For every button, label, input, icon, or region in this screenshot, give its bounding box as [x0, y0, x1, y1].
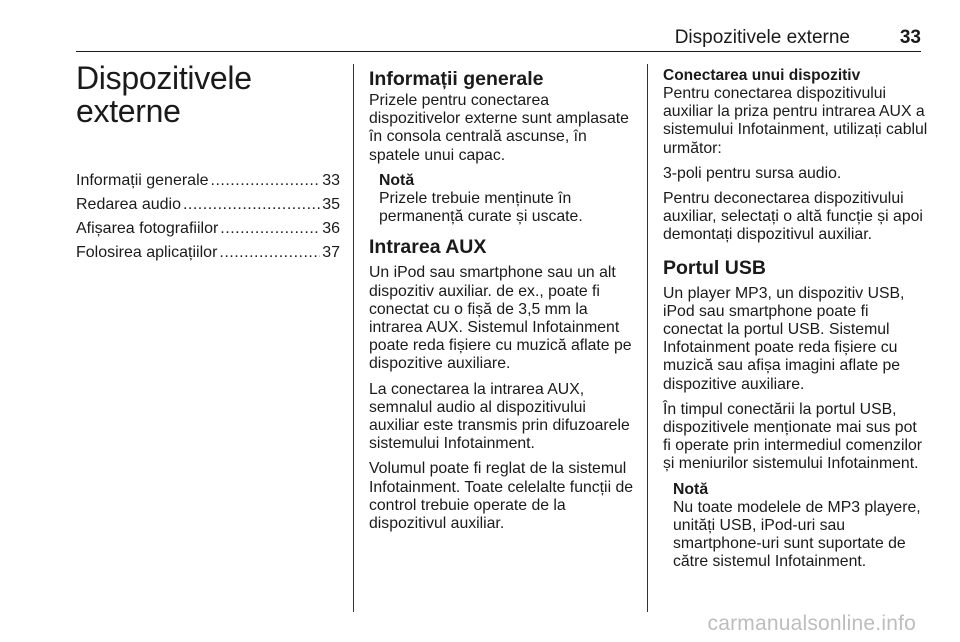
intro-paragraph: Prizele pentru conectarea dispozitivelor externe sunt amplasate în consola centrală ascunse, în spatele unui capac.: [369, 92, 629, 164]
toc-leader-dots: [220, 217, 320, 241]
toc-entry-label: Folosirea aplicațiilor: [76, 244, 218, 261]
connect-paragraph-3: Pentru deconectarea dispozitivului auxiliar, selectați o altă funcție și apoi demontați dispozitivul auxiliar.: [663, 190, 923, 244]
toc-leader-dots: [211, 169, 321, 193]
aux-paragraph-2: La conectarea la intrarea AUX, semnalul audio al dispozitivului auxiliar este transmis prin difuzoarele sistemului Infotainment.: [369, 380, 630, 453]
middle-column: [369, 66, 637, 540]
right-column: [663, 66, 928, 579]
toc-entry-label: Afișarea fotografiilor: [76, 220, 219, 237]
toc-entry-page: 37: [322, 244, 340, 261]
section-heading-portul-usb: Portul USB: [663, 256, 766, 279]
running-header-title: Dispozitivele externe: [674, 27, 850, 48]
toc-entry-folosirea-aplicatiilor[interactable]: [76, 241, 340, 265]
connect-paragraph-2: 3-poli pentru sursa audio.: [663, 164, 842, 182]
subheading-conectarea-unui-dispozitiv: Conectarea unui dispozitiv: [663, 67, 861, 84]
usb-paragraph-1: Un player MP3, un dispozitiv USB, iPod sau smartphone poate fi conectat la portul USB. Sistemul Infotainment poate reda fișiere cu muzică sau afișa imagini aflate pe dispozitive auxiliare.: [663, 284, 905, 393]
toc-leader-dots: [219, 241, 320, 265]
chapter-title-line2: externe: [76, 93, 181, 129]
toc-entry-redarea-audio[interactable]: [76, 193, 340, 217]
section-heading-intrarea-aux: Intrarea AUX: [369, 236, 487, 259]
toc-entry-label: Informații generale: [76, 172, 209, 189]
toc-entry-page: 35: [322, 196, 340, 213]
chapter-title-line1: Dispozitivele: [76, 60, 252, 96]
watermark: carmanualsonline.info: [707, 612, 916, 635]
header-rule: [76, 51, 921, 52]
column-divider-left: [353, 64, 354, 612]
chapter-title: [76, 62, 340, 128]
column-divider-right: [647, 64, 648, 612]
note-box: [379, 172, 637, 227]
usb-paragraph-2: În timpul conectării la portul USB, dispozitivele menționate mai sus pot fi operate prin intermediul comenzilor și meniurilor sistemului Infotainment.: [663, 400, 923, 473]
toc-leader-dots: [183, 193, 320, 217]
note-label: Notă: [379, 171, 415, 189]
toc-entry-page: 36: [322, 220, 340, 237]
toc-entry-informatii-generale[interactable]: [76, 169, 340, 193]
left-column: [76, 62, 340, 265]
note-text: Nu toate modelele de MP3 playere, unități USB, iPod-uri sau smartphone-uri sunt suportate de către sistemul Infotainment.: [673, 498, 921, 571]
section-heading-informatii-generale: Informații generale: [369, 68, 544, 90]
toc-entry-label: Redarea audio: [76, 196, 181, 213]
page-number: 33: [899, 27, 921, 48]
toc-entry-afisarea-fotografiilor[interactable]: [76, 217, 340, 241]
aux-paragraph-3: Volumul poate fi reglat de la sistemul Infotainment. Toate celelalte funcții de control trebuie operate de la dispozitivul auxiliar.: [369, 460, 634, 533]
note-text: Prizele trebuie menținute în permanență curate și uscate.: [379, 190, 583, 226]
table-of-contents: [76, 169, 340, 265]
toc-entry-page: 33: [322, 172, 340, 189]
note-label: Notă: [673, 480, 709, 498]
aux-paragraph-1: Un iPod sau smartphone sau un alt dispozitiv auxiliar. de ex., poate fi conectat cu o fișă de 3,5 mm la intrarea AUX. Sistemul Infotainment poate reda fișiere cu muzică aflate pe dispozitive auxiliare.: [369, 264, 632, 373]
connect-paragraph-1: Pentru conectarea dispozitivului auxiliar la priza pentru intrarea AUX a sistemului Infotainment, utilizați cablul următor:: [663, 85, 928, 157]
note-box: [673, 481, 928, 572]
